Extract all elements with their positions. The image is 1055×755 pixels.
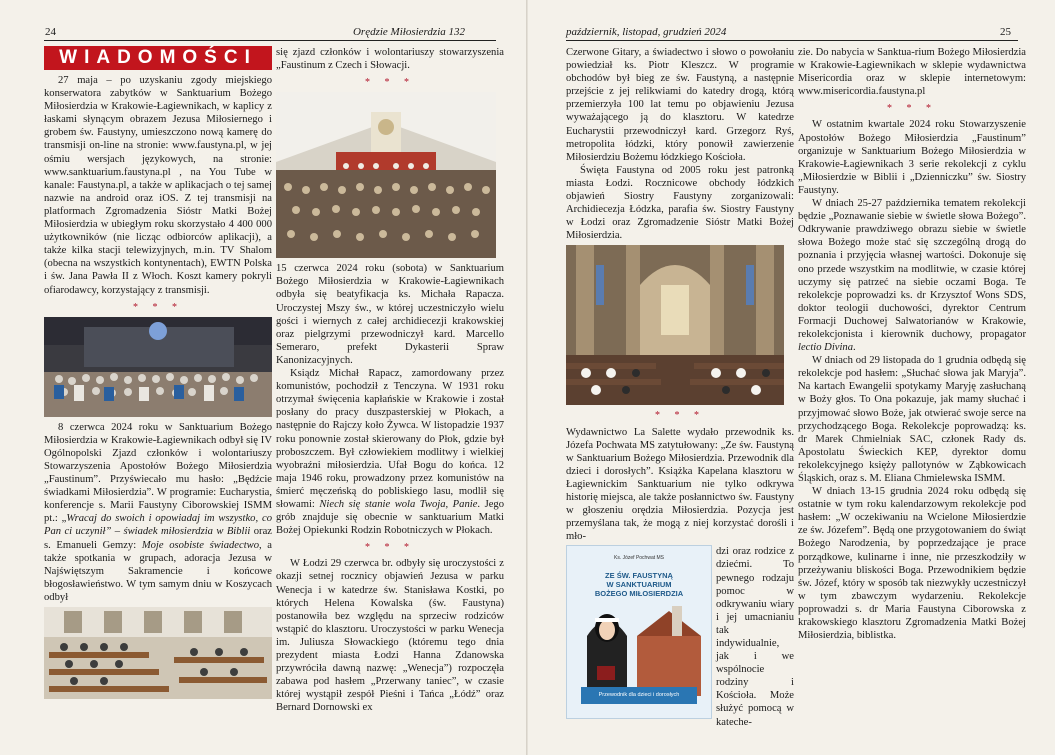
article-guidebook-wrap: dzi oraz rodzice z dziećmi. To pewnego rodzaju pomoc w odkrywaniu wiary i jej umacnianiu tak indywidualnie, jak i we wspólnocie rodziny i Kościoła. Może służyć pomocą w kateche-	[716, 546, 794, 728]
separator-stars: * * *	[887, 103, 937, 115]
header-rule-left	[44, 40, 496, 41]
photo-group-faustinum	[44, 317, 272, 417]
book-subtitle: Przewodnik dla dzieci i dorosłych	[581, 687, 697, 704]
article-guidebook-cont: zie. Do nabycia w Sanktua-rium Bożego Miłosierdzia w Krakowie-Łagiewnikach w sklepie wydawnictwa Misericordia oraz w sklepie internetowym: www.misericordia.faustyna.pl	[798, 47, 1026, 98]
photo-cathedral-interior	[566, 245, 784, 405]
page-number-right: 25	[1000, 26, 1011, 38]
article-faustinum-congress: 8 czerwca 2024 roku w Sanktuarium Bożego Miłosierdzia w Krakowie-Łagiewnikach odbył się IV Ogólnopolski Zjazd członków i wolontariuszy Stowarzyszenia Apostołów Bożego Miłosierdzia „Faustinum”. Przyświecało mu hasło: „Będźcie świadkami Miłosierdzia”. W programie: Eucharystia, konferencje s. Marii Faustyny Ciborowskiej ISMM pt.: „Wracaj do swoich i opowiadaj im wszystko, co Pan ci uczynił” – świadek miłosierdzia w Biblii oraz s. Emanueli Gemzy: Moje osobiste świadectwo, a także spotkania w grupach, adoracja Jezusa w Najświętszym Sakramencie i końcowe błogosławieństwo. W tym samym dniu w Koszycach odbył	[44, 421, 272, 603]
article-camera: 27 maja – po uzyskaniu zgody miejskiego konserwatora zabytków w Sanktuarium Bożego Miłosierdzia w Krakowie-Łagiewnikach, w kaplicy z łaskami słynącym obrazem Jezusa Miłosiernego i grobem św. Faustyny, umieszczono nową kamerę do transmisji on-line na stronie: www.faustyna.pl, w jej ośmiu wersjach językowych, na stronie: www.sanktuarium.faustyna.pl , na You Tube w kanale: Faustyna.pl, a także w aplikacjach o tej samej nazwie na android oraz iOS. Z tej transmisji na platformach Zgromadzenia Sióstr Matki Bożej Miłosierdzia w ubiegłym roku skorzystało 4 400 000 użytkowników (nie licząc odbiorców aplikacji), a także kilka stacji telewizyjnych, m.in. TV Shalom (obecna na wszystkich kontynentach), EWTN Polska i św. Jana Pawła II z Włoch. Koszt kamery pokryli ofiarodawcy, korzystający z transmisji.	[44, 75, 272, 296]
separator-stars: * * *	[365, 542, 415, 554]
article-retreats-intro: W ostatnim kwartale 2024 roku Stowarzyszenie Apostołów Bożego Miłosierdzia „Faustinum” organizuje w Sanktuarium Bożego Miłosierdzia w Krakowie-Łagiewnikach 3 serie rekolekcji z cyklu „Miłosierdzie w Biblii i „Dzienniczku” św. Siostry Faustyny.	[798, 119, 1026, 196]
column-4	[798, 46, 1026, 712]
column-2	[276, 46, 504, 712]
book-wrap	[566, 545, 794, 728]
separator-stars: * * *	[133, 301, 183, 313]
photo-chapel-prayer	[44, 607, 272, 699]
article-rapacz-bio: Ksiądz Michał Rapacz, zamordowany przez komunistów, pochodził z Tenczyna. W 1931 roku otrzymał święcenia kapłańskie w Krakowie i został posłany do pracy duszpasterskiej w Płokach, a następnie do Rajczy koło Żywca. W listopadzie 1937 roku ponownie został skierowany do Płok, gdzie był proboszczem. Był człowiekiem modlitwy i wielkiej wyobraźni miłosierdzia. Ufał Bogu do końca. 12 maja 1946 roku, prowadzony przez komunistów na śmierć męczeńską do pobliskiego lasu, modlił się słowami: Niech się stanie wola Twoja, Panie. Jego grób znajduje się obecnie w sanktuarium Matki Bożej Opiekunki Rodzin Robotniczych w Płokach.	[276, 368, 504, 537]
page-number-left: 24	[45, 26, 56, 38]
separator-stars: * * *	[655, 410, 705, 422]
book-title: ZE ŚW. FAUSTYNĄ W SANKTUARIUM BOŻEGO MIŁOSIERDZIA	[594, 571, 684, 599]
book-cover-art	[577, 596, 701, 696]
article-faustinum-cont: się zjazd członków i wolontariuszy stowarzyszenia „Faustinum z Czech i Słowacji.	[276, 47, 504, 72]
column-1	[44, 46, 272, 712]
book-cover	[566, 545, 712, 719]
header-rule-right	[566, 40, 1018, 41]
book-author: Ks. Józef Pochwat MS	[613, 555, 665, 562]
separator-stars: * * *	[365, 77, 415, 89]
article-beatification: 15 czerwca 2024 roku (sobota) w Sanktuarium Bożego Miłosierdzia w Krakowie-Łagiewnikach odbyła się beatyfikacja ks. Michała Rapacza. Uroczystej Mszy św., w której uczestniczyło wielu gości i wiernych z całej archidiecezji krakowskiej oraz pielgrzymi przewodniczył kard. Marcello Semeraro, prefekt Dykasterii Spraw Kanonizacyjnych.	[276, 263, 504, 366]
running-title-left: Orędzie Miłosierdzia 132	[352, 26, 465, 38]
section-banner: WIADOMOŚCI	[44, 46, 272, 70]
article-lodz-patron: Święta Faustyna od 2005 roku jest patronką miasta Łodzi. Rocznicowe obchody łódzkich objawień Siostry Faustyny zorganizowali: Archidiecezja Łódzka, parafia św. Siostry Faustyny w Łodzi oraz Zgromadzenie Sióstr Matki Bożej Miłosierdzia.	[566, 164, 794, 242]
running-title-right: październik, listopad, grudzień 2024	[566, 26, 727, 38]
article-lodz-anniversary: W Łodzi 29 czerwca br. odbyły się uroczystości z okazji setnej rocznicy objawień Jezusa w parku Wenecja i w katedrze św. Stanisława Kostki, po których Helena Kowalska (św. Faustyna) postanowiła bez względu na sprzeciw rodziców wstąpić do klasztoru. Uroczystości w parku Wenecja im. Juliusza Słowackiego (któremu tego dnia prezydent miasta Łodzi Hanna Zdanowska przywróciła dawną nazwę: „Wenecja”) rozpoczęła zabawa pod hasłem „Przerwany taniec”, w czasie której wystąpił zespół Pieśni i Tańca „Łódź” oraz Bernard Dornowski ex	[276, 558, 504, 714]
column-3	[566, 46, 794, 728]
right-page	[528, 0, 1055, 755]
article-lodz-cont: Czerwone Gitary, a świadectwo i słowo o powołaniu powiedział ks. Piotr Kleszcz. W programie obchodów był bieg ze św. Faustyną, a następnie przejście z jej relikwiami do katedry drogą, którą przemierzyła 100 lat temu po objawieniu Jezusa wyważającego ją do klasztoru. W katedrze Eucharystii przewodniczył kard. Grzegorz Ryś, metropolita łódzki, który ponowił zawierzenie Miłosierdziu Bożemu łódzkiego Kościoła.	[566, 47, 794, 163]
photo-beatification-mass	[276, 92, 496, 258]
left-page	[0, 0, 527, 755]
article-retreat-november: W dniach od 29 listopada do 1 grudnia odbędą się rekolekcje pod hasłem: „Słuchać słowa jak Maryja”. Na kartach Ewangelii spotykamy Maryję zasłuchaną w Boży głos. To Ona pokazuje, jak mamy słuchać i przyjmować słowo Boże, jak otwierać swoje serce na przychodzącego Boga. Rekolekcje poprowadzą: ks. dr Marek Chmielniak SAC, członek Rady ds. Apostolatu Świeckich KEP, dyrektor domu rekolekcyjnego księży pallotynów w Ząbkowicach Śląskich, oraz s. M. Eliana Chmielewska ISMM.	[798, 355, 1026, 484]
article-guidebook: Wydawnictwo La Salette wydało przewodnik ks. Józefa Pochwata MS zatytułowany: „Ze św. Faustyną w Sanktuarium Bożego Miłosierdzia. Przewodnik dla dzieci i dorosłych”. Książka Kapelana klasztoru w Łagiewnickim Sanktuarium nie tylko odkrywa historię miejsca, ale także posłannictwo św. Faustyny w głoszeniu orędzia Miłosierdzia. Pozycja jest przemyślana tak, że mogą z niej korzystać dorośli i mło-	[566, 426, 794, 543]
article-retreat-october: W dniach 25-27 października tematem rekolekcji będzie „Poznawanie siebie w świetle słowa Bożego”. Odkrywanie prawdziwego obrazu siebie w świetle słowa Bożego może stać się szczególną drogą do poznania i przyjęcia własnej wartości. Dokonuje się ono przede wszystkim na modlitwie, w czasie której uczymy się patrzeć na siebie oczami Boga. Te rekolekcje poprowadzi ks. dr Krzysztof Wons SDS, doktor teologii duchowości, dyrektor Centrum Formacji Duchowej Salwatorianów w Krakowie, rekolekcjonista i kierownik duchowy, propagator lectio Divina.	[798, 198, 1026, 354]
article-retreat-december: W dniach 13-15 grudnia 2024 roku odbędą się ostatnie w tym roku kalendarzowym rekolekcje pod hasłem: „W oczekiwaniu na Wcielone Miłosierdzie ze św. Józefem”. Będą one przygotowaniem do świąt Bożego Narodzenia, by poprzedzające je prace porządkowe, kulinarne i inne, nie przeszkodziły w przeżywaniu bliskości Boga. Przewodnikiem będzie św. Józef, który w sposób tak niezwykły uczestniczył w tym zbawczym wydarzeniu. Rekolekcje poprowadzi s. dr Maria Faustyna Ciborowska z krakowskiego klasztoru Zgromadzenia Matki Bożej Miłosierdzia, biblistka.	[798, 486, 1026, 642]
